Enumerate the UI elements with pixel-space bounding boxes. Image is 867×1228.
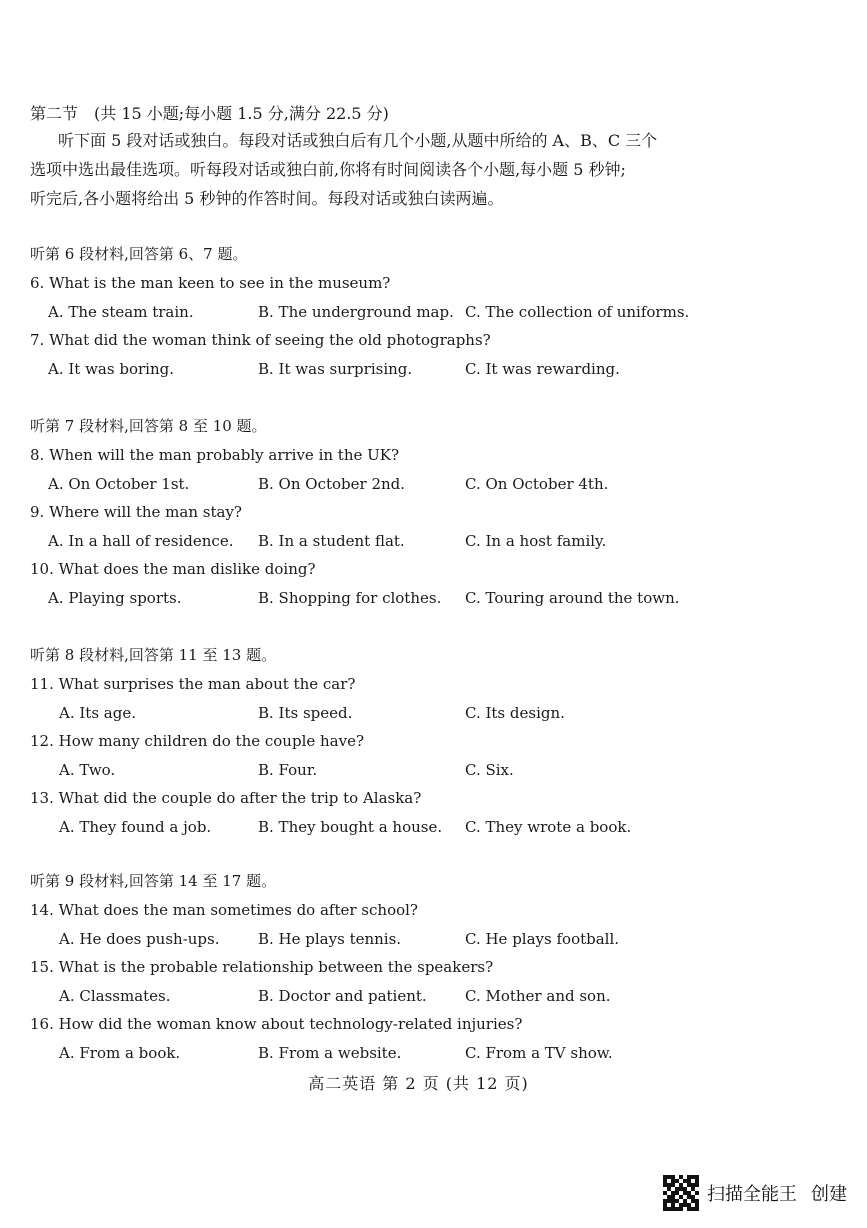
listening-block-6	[30, 240, 850, 383]
options-9	[30, 527, 850, 555]
question-16: 16. How did the woman know about technology-related injuries?	[30, 1015, 523, 1033]
instructions-line-1: 听下面 5 段对话或独白。每段对话或独白后有几个小题,从题中所给的 A、B、C 三个	[58, 131, 658, 150]
scanner-watermark	[663, 1174, 847, 1212]
instructions-line-2: 选项中选出最佳选项。听每段对话或独白前,你将有时间阅读各个小题,每小题 5 秒钟;	[30, 160, 626, 179]
instructions-line-3: 听完后,各小题将给出 5 秒钟的作答时间。每段对话或独白读两遍。	[30, 189, 504, 208]
option-a: A. From a book.	[59, 1044, 181, 1062]
block-header: 听第 7 段材料,回答第 8 至 10 题。	[30, 417, 267, 435]
option-a: A. Two.	[59, 761, 116, 779]
option-c: C. It was rewarding.	[465, 360, 620, 378]
question-15: 15. What is the probable relationship between the speakers?	[30, 958, 494, 976]
options-12	[30, 756, 850, 784]
section-header: 第二节 (共 15 小题;每小题 1.5 分,满分 22.5 分)	[30, 104, 389, 123]
listening-block-9	[30, 867, 850, 1067]
question-11: 11. What surprises the man about the car?	[30, 675, 356, 693]
question-10: 10. What does the man dislike doing?	[30, 560, 316, 578]
option-c: C. The collection of uniforms.	[465, 303, 690, 321]
option-c: C. Its design.	[465, 704, 565, 722]
options-11	[30, 699, 850, 727]
options-15	[30, 982, 850, 1010]
option-c: C. From a TV show.	[465, 1044, 613, 1062]
option-b: B. From a website.	[258, 1044, 402, 1062]
option-a: A. The steam train.	[48, 303, 194, 321]
option-a: A. It was boring.	[48, 360, 174, 378]
block-header: 听第 6 段材料,回答第 6、7 题。	[30, 245, 248, 263]
option-b: B. Doctor and patient.	[258, 987, 427, 1005]
page-footer	[0, 1071, 867, 1094]
block-header: 听第 9 段材料,回答第 14 至 17 题。	[30, 872, 277, 890]
qr-code-icon	[663, 1175, 699, 1211]
options-10	[30, 584, 850, 612]
option-b: B. It was surprising.	[258, 360, 413, 378]
option-c: C. In a host family.	[465, 532, 607, 550]
option-a: A. Classmates.	[59, 987, 171, 1005]
option-c: C. On October 4th.	[465, 475, 609, 493]
option-a: A. In a hall of residence.	[48, 532, 234, 550]
listening-block-7	[30, 412, 850, 612]
option-a: A. They found a job.	[59, 818, 212, 836]
option-b: B. The underground map.	[258, 303, 454, 321]
scanner-action: 创建	[811, 1184, 847, 1205]
option-c: C. Mother and son.	[465, 987, 611, 1005]
option-a: A. He does push-ups.	[59, 930, 220, 948]
question-6: 6. What is the man keen to see in the museum?	[30, 274, 391, 292]
option-b: B. Four.	[258, 761, 318, 779]
option-c: C. Touring around the town.	[465, 589, 680, 607]
options-14	[30, 925, 850, 953]
listening-block-8	[30, 641, 850, 841]
block-header: 听第 8 段材料,回答第 11 至 13 题。	[30, 646, 277, 664]
option-a: A. Its age.	[59, 704, 136, 722]
option-a: A. Playing sports.	[48, 589, 182, 607]
scanner-caption	[707, 1180, 847, 1206]
option-b: B. They bought a house.	[258, 818, 443, 836]
question-9: 9. Where will the man stay?	[30, 503, 242, 521]
question-8: 8. When will the man probably arrive in the UK?	[30, 446, 400, 464]
option-c: C. He plays football.	[465, 930, 620, 948]
question-7: 7. What did the woman think of seeing the old photographs?	[30, 331, 491, 349]
scanner-app-name: 扫描全能王	[707, 1184, 797, 1205]
option-a: A. On October 1st.	[48, 475, 190, 493]
options-7	[30, 355, 850, 383]
page-number-label: 高二英语 第 2 页 (共 12 页)	[308, 1074, 529, 1093]
question-13: 13. What did the couple do after the trip to Alaska?	[30, 789, 422, 807]
option-b: B. Its speed.	[258, 704, 353, 722]
question-14: 14. What does the man sometimes do after school?	[30, 901, 418, 919]
option-b: B. In a student flat.	[258, 532, 405, 550]
options-8	[30, 470, 850, 498]
options-6	[30, 298, 850, 326]
option-b: B. On October 2nd.	[258, 475, 406, 493]
options-16	[30, 1039, 850, 1067]
options-13	[30, 813, 850, 841]
option-b: B. Shopping for clothes.	[258, 589, 442, 607]
instructions	[30, 126, 850, 213]
option-c: C. They wrote a book.	[465, 818, 632, 836]
option-b: B. He plays tennis.	[258, 930, 402, 948]
option-c: C. Six.	[465, 761, 514, 779]
question-12: 12. How many children do the couple have?	[30, 732, 365, 750]
